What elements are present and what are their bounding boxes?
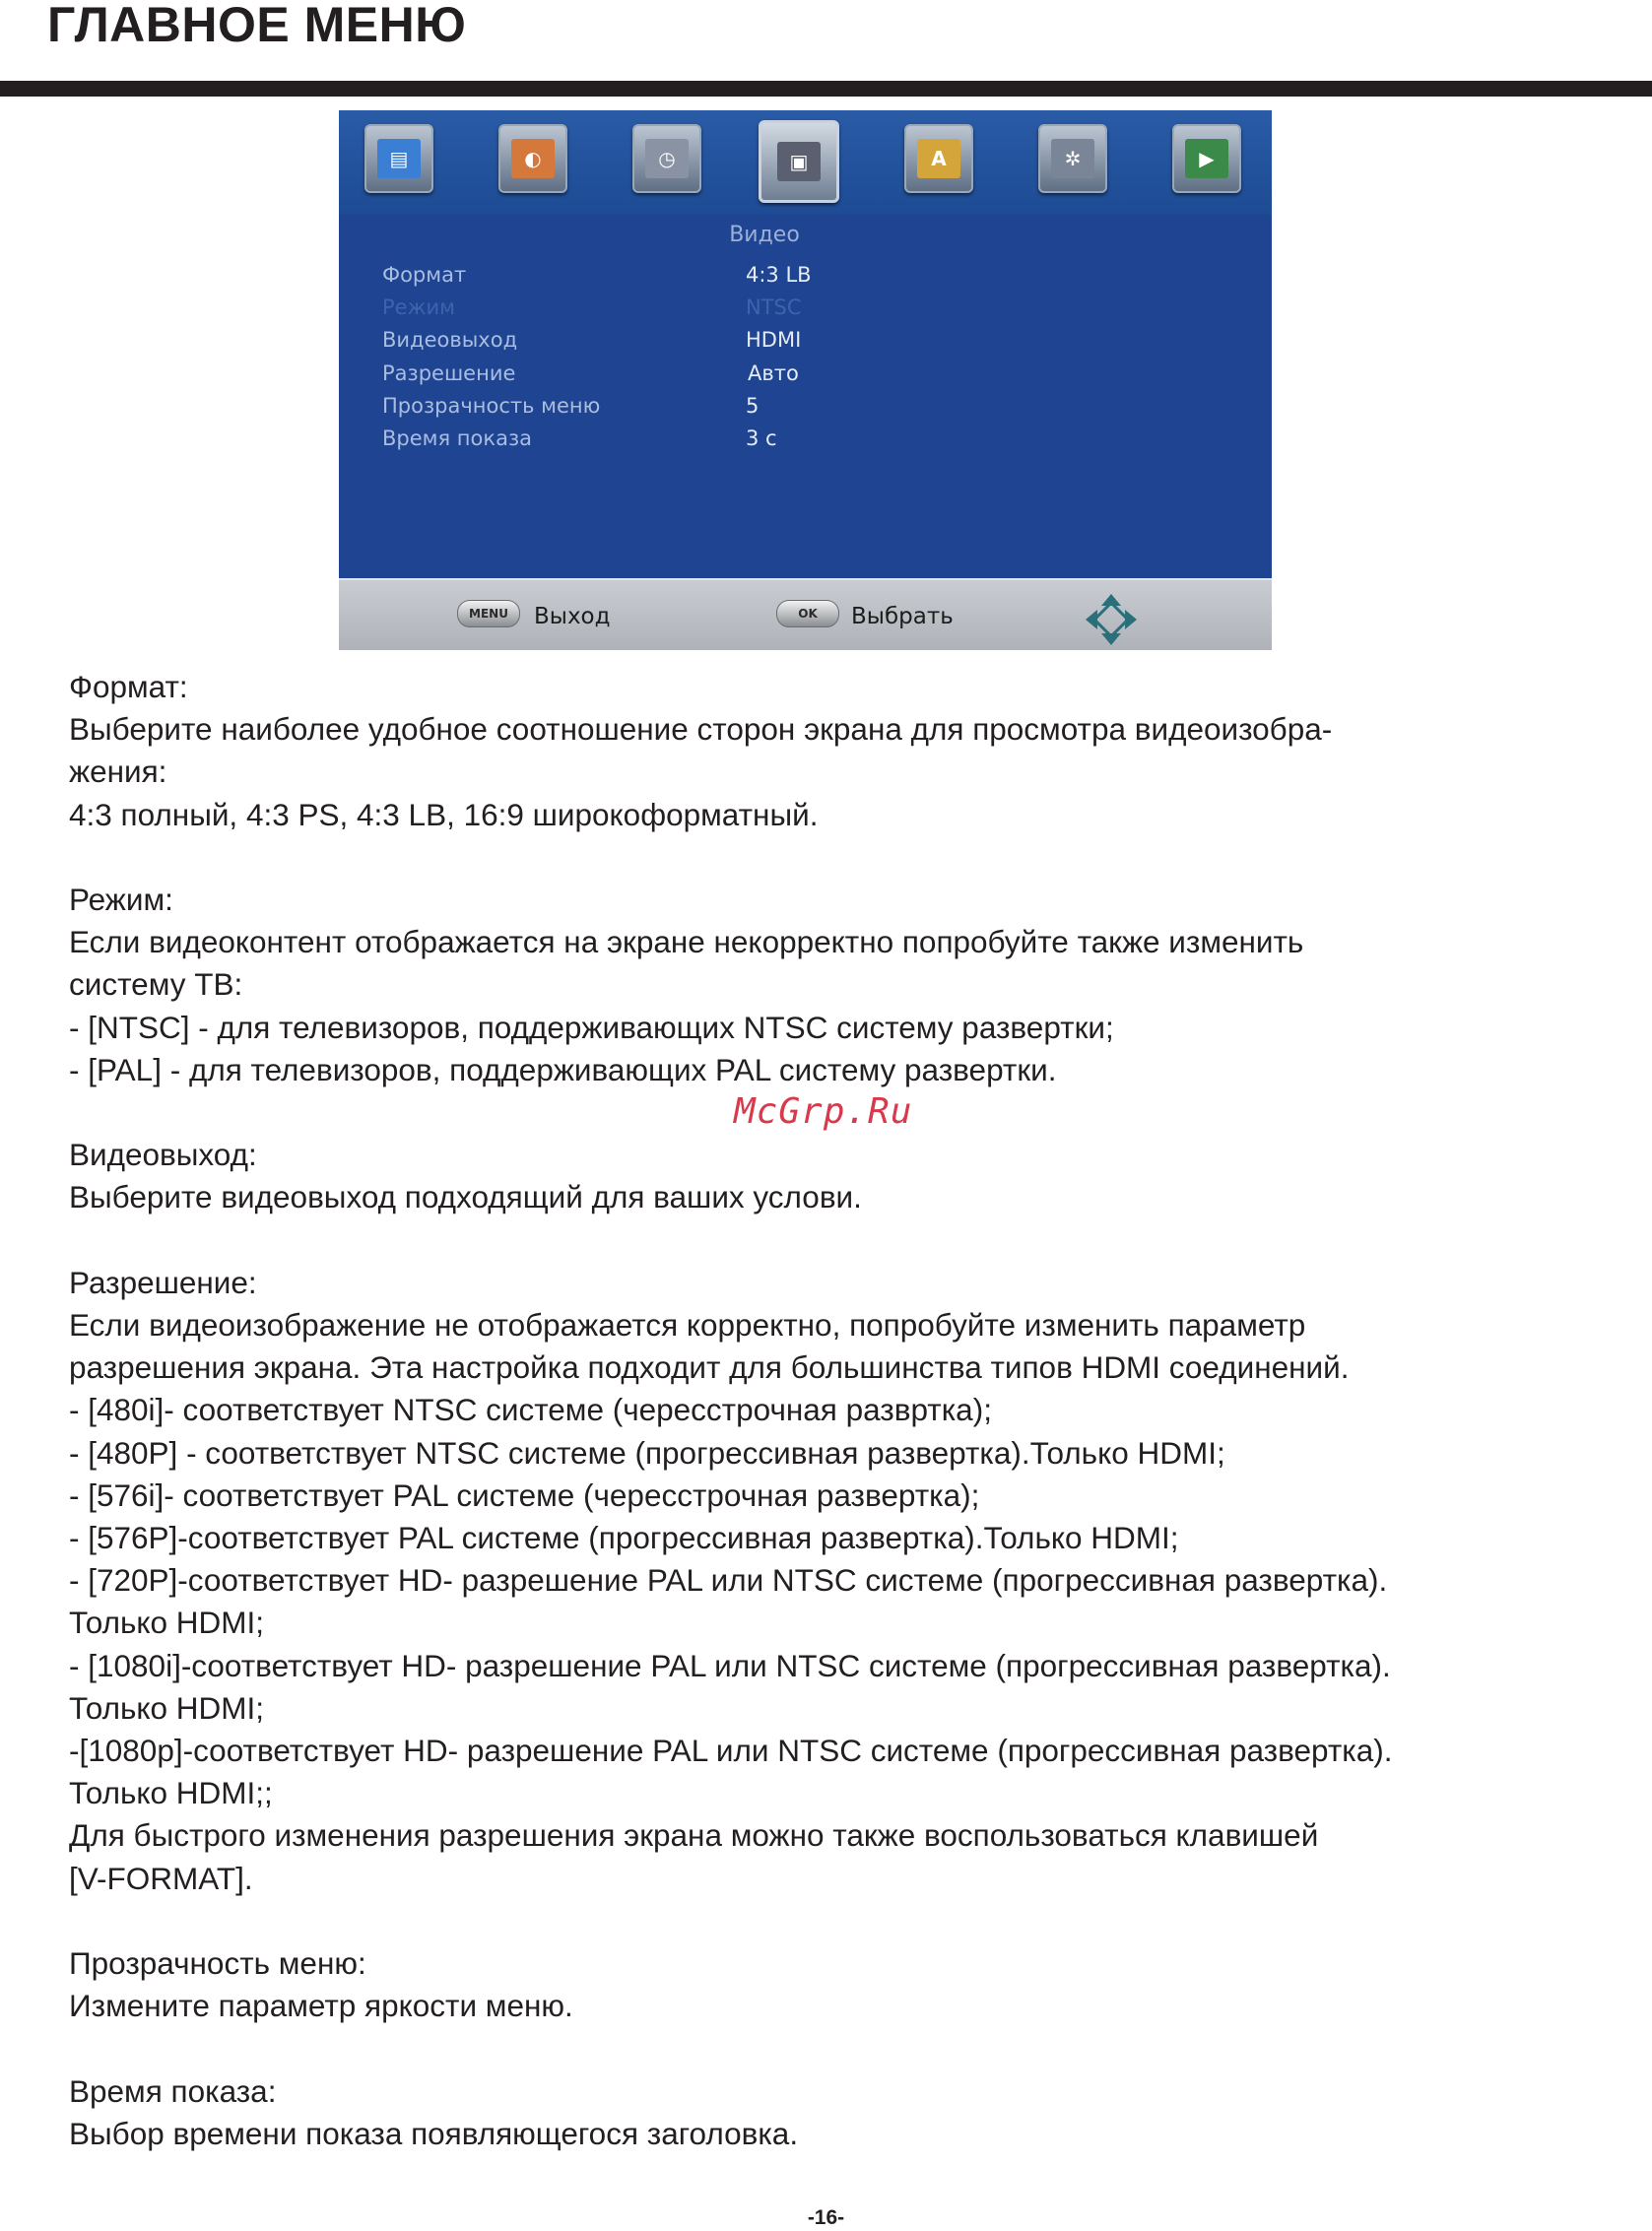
setting-value: HDMI: [746, 328, 802, 352]
exit-label: Выход: [534, 604, 611, 629]
picture-settings-icon-glyph: ▤: [377, 139, 421, 178]
osd-setting-row[interactable]: [382, 328, 1229, 358]
osd-setting-row[interactable]: [382, 263, 1229, 293]
ok-key-icon: OK: [776, 600, 839, 627]
setting-value: 3 с: [746, 427, 777, 450]
section-text-line: - [480P] - соответствует NTSC системе (прогрессивная развертка).Только HDMI;: [69, 1434, 1225, 1471]
manual-section: [69, 1262, 1393, 1900]
manual-section: [69, 666, 1393, 836]
usb-media-icon-glyph: ▶: [1185, 139, 1228, 178]
osd-footer: [339, 578, 1272, 650]
language-icon-glyph: A: [917, 139, 960, 178]
setting-label: Режим: [382, 295, 455, 319]
section-text-line: жения:: [69, 754, 167, 790]
section-text-line: Для быстрого изменения разрешения экрана можно также воспользоваться клавишей: [69, 1817, 1319, 1854]
section-text-line: Измените параметр яркости меню.: [69, 1988, 573, 2024]
section-text-line: разрешения экрана. Эта настройка подходит для большинства типов HDMI соединений.: [69, 1349, 1350, 1386]
setting-value: NTSC: [746, 295, 802, 319]
section-text-line: [V-FORMAT].: [69, 1860, 253, 1896]
page-title: ГЛАВНОЕ МЕНЮ: [47, 0, 467, 52]
section-text-line: Выберите видеовыход подходящий для ваших услови.: [69, 1179, 862, 1215]
setting-label: Видеовыход: [382, 328, 518, 352]
color-palette-icon-glyph: ◐: [511, 139, 555, 178]
language-icon[interactable]: [904, 124, 973, 193]
manual-section: [69, 1942, 1393, 2027]
osd-setting-row[interactable]: [382, 361, 1229, 391]
alarm-clock-icon-glyph: ◷: [645, 139, 689, 178]
manual-section: [69, 2070, 1393, 2155]
manual-section: [69, 879, 1393, 1091]
section-heading: Разрешение:: [69, 1264, 257, 1300]
video-screen-icon[interactable]: [759, 120, 839, 203]
section-heading: Прозрачность меню:: [69, 1945, 366, 1982]
title-divider: [0, 81, 1652, 97]
section-heading: Время показа:: [69, 2072, 277, 2109]
alarm-clock-icon[interactable]: [632, 124, 701, 193]
section-text-line: Только HDMI;: [69, 1689, 265, 1726]
section-text-line: - [720P]-соответствует HD- разрешение PAL или NTSC системе (прогрессивная развертка).: [69, 1562, 1388, 1599]
setting-value: 4:3 LB: [746, 263, 812, 287]
section-text-line: Выберите наиболее удобное соотношение сторон экрана для просмотра видеоизобра-: [69, 711, 1333, 748]
section-text-line: Только HDMI;;: [69, 1775, 273, 1811]
setting-value: 5: [746, 394, 760, 418]
video-screen-icon-glyph: ▣: [777, 142, 821, 181]
setting-value: Авто: [748, 361, 799, 385]
section-heading: Видеовыход:: [69, 1137, 257, 1173]
manual-section: [69, 1134, 1393, 1218]
navigation-arrows-icon: [1084, 592, 1139, 647]
osd-panel-title: Видео: [729, 223, 800, 247]
select-label: Выбрать: [851, 604, 954, 629]
setting-label: Разрешение: [382, 361, 516, 385]
watermark: McGrp.Ru: [734, 1091, 913, 1132]
section-text-line: Только HDMI;: [69, 1605, 265, 1641]
menu-key-icon: MENU: [457, 600, 520, 627]
color-palette-icon[interactable]: [498, 124, 567, 193]
system-gears-icon[interactable]: [1038, 124, 1107, 193]
osd-icon-bar: [339, 110, 1272, 215]
section-text-line: - [PAL] - для телевизоров, поддерживающих PAL систему развертки.: [69, 1051, 1057, 1087]
usb-media-icon[interactable]: [1172, 124, 1241, 193]
osd-setting-row[interactable]: [382, 427, 1229, 456]
manual-body-text: [69, 666, 1393, 2198]
page-number: -16-: [807, 2206, 845, 2229]
section-text-line: - [1080i]-соответствует HD- разрешение PAL или NTSC системе (прогрессивная развертка).: [69, 1647, 1391, 1683]
section-text-line: - [576P]-соответствует PAL системе (прогрессивная развертка).Только HDMI;: [69, 1520, 1179, 1556]
section-text-line: Выбор времени показа появляющегося заголовка.: [69, 2115, 799, 2151]
section-text-line: систему ТВ:: [69, 966, 243, 1003]
system-gears-icon-glyph: ✲: [1051, 139, 1094, 178]
setting-label: Прозрачность меню: [382, 394, 601, 418]
setting-label: Формат: [382, 263, 467, 287]
picture-settings-icon[interactable]: [364, 124, 433, 193]
osd-setting-row[interactable]: [382, 394, 1229, 424]
setting-label: Время показа: [382, 427, 532, 450]
section-text-line: Если видеоконтент отображается на экране некорректно попробуйте также изменить: [69, 924, 1304, 960]
video-settings-osd: [339, 110, 1272, 650]
section-heading: Формат:: [69, 669, 188, 704]
section-text-line: - [NTSC] - для телевизоров, поддерживающих NTSC систему развертки;: [69, 1009, 1114, 1045]
section-text-line: - [576i]- соответствует PAL системе (чересстрочная развертка);: [69, 1476, 980, 1513]
section-text-line: -[1080p]-соответствует HD- разрешение PAL или NTSC системе (прогрессивная развертка).: [69, 1733, 1393, 1769]
osd-setting-row[interactable]: [382, 295, 1229, 325]
section-heading: Режим:: [69, 882, 173, 917]
section-text-line: Если видеоизображение не отображается корректно, попробуйте изменить параметр: [69, 1307, 1306, 1343]
section-text-line: - [480i]- соответствует NTSC системе (чересстрочная развртка);: [69, 1392, 992, 1428]
section-text-line: 4:3 полный, 4:3 PS, 4:3 LB, 16:9 широкоформатный.: [69, 796, 819, 832]
